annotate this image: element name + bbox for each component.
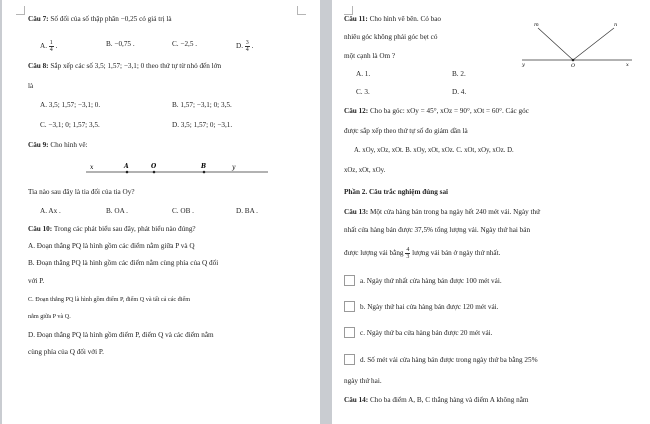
q8-option-c: C. −3,1; 0; 1,57; 3,5.	[40, 121, 100, 129]
q9-option-a: A. Ax .	[40, 207, 61, 215]
q13-stem-cont: nhất cửa hàng bán được 37,5% tổng lượng vải. Ngày thứ hai bán	[344, 226, 531, 234]
q12-stem: Câu 12: Cho ba góc: xOy = 45°, xOz = 90°, xOt = 60°. Các góc	[344, 107, 529, 115]
q9-stem: Câu 9: Cho hình vẽ:	[28, 141, 88, 149]
fig-label-b: B	[201, 163, 207, 170]
q9-question: Tia nào sau đây là tia đối của tia Oy?	[28, 188, 135, 196]
q10-stem: Câu 10: Trong các phát biểu sau đây, phát biểu nào đúng?	[28, 225, 196, 233]
page-corner-mark	[297, 6, 306, 15]
checkbox-13b[interactable]	[344, 301, 355, 312]
frac-denominator: 3	[406, 254, 410, 260]
q10-option-c-cont: nằm giữa P và Q.	[28, 313, 71, 320]
q11-option-c: C. 3.	[356, 88, 370, 96]
right-page	[332, 0, 650, 424]
q11-stem-cont: nhiêu góc không phải góc bẹt có	[344, 33, 438, 41]
fig-label-x: x	[90, 164, 94, 171]
q13-statement-b: b. Ngày thứ hai cửa hàng bán được 120 mét vải.	[360, 303, 499, 311]
q9-line-figure	[82, 160, 272, 180]
q13-statement-a: a. Ngày thứ nhất cửa hàng bán được 100 mét vải.	[360, 277, 502, 285]
q7-option-b: B. −0,75 .	[106, 40, 135, 48]
q12-stem-cont: được sắp xếp theo thứ tự số đo giảm dần là	[344, 127, 468, 135]
q8-option-b: B. 1,57; −3,1; 0; 3,5.	[172, 101, 232, 109]
q11-stem: Câu 11: Cho hình vẽ bên. Có bao	[344, 15, 442, 23]
q13-statement-d-cont: ngày thứ hai.	[344, 377, 382, 385]
q10-option-d-cont: cùng phía của Q đối với P.	[28, 348, 104, 356]
frac-numerator: 4	[406, 247, 410, 253]
fig-label-o: O	[571, 63, 576, 68]
q10-option-c: C. Đoạn thẳng PQ là hình gồm điểm P, điểm Q và tất cả các điểm	[28, 296, 191, 303]
q9-option-c: C. OB .	[172, 207, 194, 215]
q12-options-cont: xOz, xOt, xOy.	[344, 167, 386, 174]
q12-options: A. xOy, xOz, xOt. B. xOy, xOt, xOz. C. xOt, xOy, xOz. D.	[354, 147, 514, 154]
q11-option-d: D. 4.	[452, 88, 467, 96]
q7-option-d: D. $\frac{3}{4}$ .	[236, 40, 254, 53]
checkbox-13d[interactable]	[344, 354, 355, 365]
q11-option-a: A. 1.	[356, 70, 371, 78]
q10-option-d: D. Đoạn thẳng PQ là hình gồm điểm P, điểm Q và các điểm nằm	[28, 331, 214, 339]
q7-stem: Câu 7: Số đối của số thập phân −0,25 có giá trị là	[28, 15, 172, 23]
q14-stem: Câu 14: Cho ba điểm A, B, C thẳng hàng và điểm A không nằm	[344, 396, 529, 404]
fig-label-o: O	[151, 163, 157, 170]
q8-option-a: A. 3,5; 1,57; −3,1; 0.	[40, 101, 101, 109]
fig-label-x: x	[626, 62, 629, 68]
q10-option-b: B. Đoạn thẳng PQ là hình gồm các điểm nằm cùng phía của Q đối	[28, 259, 219, 267]
q11-option-b: B. 2.	[452, 70, 466, 78]
q13-statement-c: c. Ngày thứ ba cửa hàng bán được 20 mét vải.	[360, 329, 493, 337]
fig-label-n: n	[614, 22, 618, 28]
q8-stem-cont: là	[28, 82, 34, 90]
page-corner-mark	[344, 6, 353, 15]
q7-option-a: A. $\frac{1}{4}$ .	[40, 40, 58, 53]
fig-label-y: y	[232, 164, 236, 171]
fig-label-m: m	[534, 22, 539, 28]
q9-option-d: D. BA .	[236, 207, 258, 215]
q13-stem: Câu 13: Một cửa hàng bán trong ba ngày hết 240 mét vải. Ngày thứ	[344, 208, 541, 216]
q11-stem-cont2: một cạnh là Om ?	[344, 52, 396, 60]
q13-statement-d: d. Số mét vải cửa hàng bán được trong ngày thứ ba bằng 25%	[360, 356, 538, 364]
q10-option-a: A. Đoạn thẳng PQ là hình gồm các điểm nằm giữa P và Q	[28, 242, 195, 250]
fig-label-y: y	[522, 62, 525, 68]
page-corner-mark	[16, 6, 25, 15]
checkbox-13c[interactable]	[344, 327, 355, 338]
left-page	[2, 0, 320, 424]
q7-option-c: C. −2,5 .	[172, 40, 198, 48]
fig-label-a: A	[124, 163, 129, 170]
q10-option-b-cont: với P.	[28, 277, 45, 285]
q8-option-d: D. 3,5; 1,57; 0; −3,1.	[172, 121, 233, 129]
q11-angle-figure	[518, 18, 636, 68]
checkbox-13a[interactable]	[344, 275, 355, 286]
q8-stem: Câu 8: Sắp xếp các số 3,5; 1,57; −3,1; 0 theo thứ tự từ nhỏ đến lớn	[28, 62, 222, 70]
q9-option-b: B. OA .	[106, 207, 128, 215]
q13-stem-cont2: được lượng vải bằng $\frac{4}{3}$ lượng vải bán ở ngày thứ nhất.	[344, 247, 501, 260]
part2-heading: Phần 2. Câu trắc nghiệm đúng sai	[344, 188, 449, 196]
